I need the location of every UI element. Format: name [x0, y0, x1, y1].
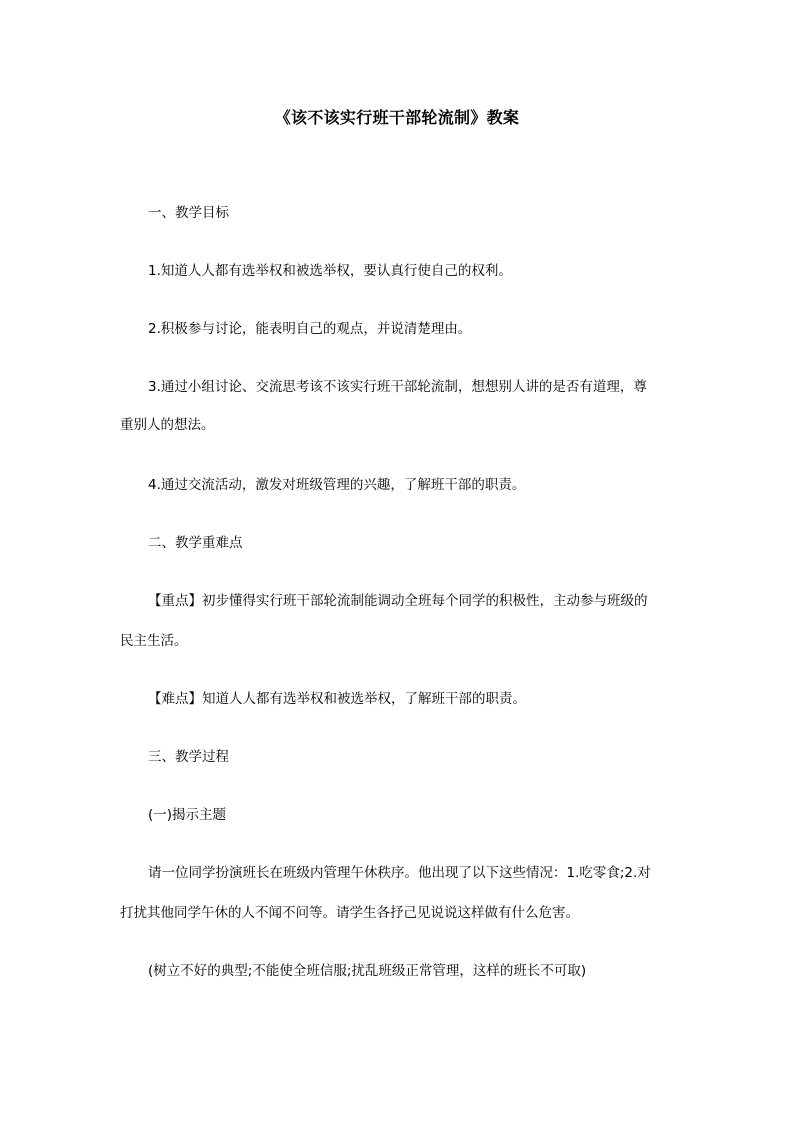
subsection-heading-topic: (一)揭示主题: [148, 807, 227, 823]
paragraph-scenario-line-2: 打扰其他同学午休的人不闻不问等。请学生各抒己见说说这样做有什么危害。: [120, 905, 579, 921]
paragraph-objective-2: 2.积极参与讨论，能表明自己的观点，并说清楚理由。: [148, 321, 472, 337]
paragraph-scenario-line-1: 请一位同学扮演班长在班级内管理午休秩序。他出现了以下这些情况：1.吃零食;2.对: [148, 865, 651, 881]
document-title: 《该不该实行班干部轮流制》教案: [274, 108, 520, 127]
section-heading-objectives: 一、教学目标: [148, 205, 229, 221]
section-heading-key-points: 二、教学重难点: [148, 535, 243, 551]
paragraph-key-point-line-1: 【重点】初步懂得实行班干部轮流制能调动全班每个同学的积极性，主动参与班级的: [148, 593, 648, 609]
paragraph-key-point-line-2: 民主生活。: [120, 633, 188, 649]
paragraph-objective-1: 1.知道人人都有选举权和被选举权，要认真行使自己的权利。: [148, 263, 512, 279]
paragraph-difficult-point: 【难点】知道人人都有选举权和被选举权，了解班干部的职责。: [148, 691, 526, 707]
section-heading-process: 三、教学过程: [148, 749, 229, 765]
paragraph-objective-3-line-2: 重别人的想法。: [120, 417, 215, 433]
paragraph-scenario-note: (树立不好的典型;不能使全班信服;扰乱班级正常管理，这样的班长不可取): [148, 963, 587, 979]
paragraph-objective-3-line-1: 3.通过小组讨论、交流思考该不该实行班干部轮流制，想想别人讲的是否有道理，尊: [148, 379, 647, 395]
paragraph-objective-4: 4.通过交流活动，激发对班级管理的兴趣，了解班干部的职责。: [148, 477, 526, 493]
